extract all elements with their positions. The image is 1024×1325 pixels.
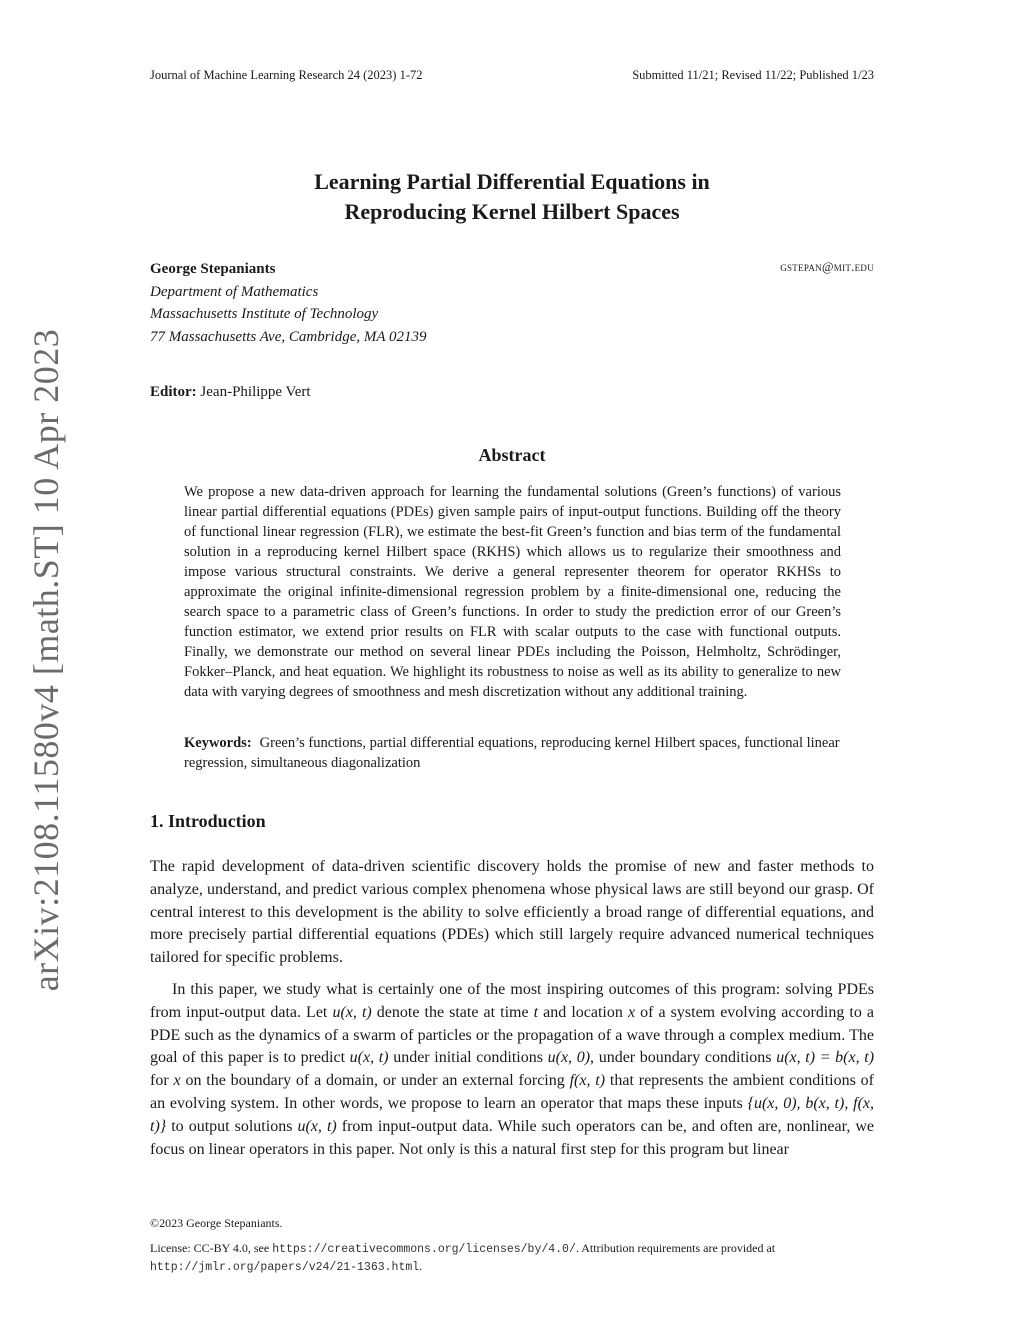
footnote-license [150,1240,874,1276]
attribution-end: . [419,1259,423,1273]
author-email[interactable]: gstepan@mit.edu [780,260,874,274]
math-inline: f(x, t) [569,1072,606,1090]
text-run: from input-output data. While such operators can be, and often are, nonlinear, we focus on linear operators in this paper. Not only is this a natural first step for this program but linear [150,1117,875,1158]
math-inline: x [173,1072,181,1090]
text-run: on the boundary of a domain, or under an external forcing [180,1072,570,1090]
math-inline: x [627,1003,636,1021]
editor-label: Editor: [150,384,197,400]
arxiv-sidebar-stamp: arXiv:2108.11580v4 [math.ST] 10 Apr 2023 [26,328,66,992]
author-name: George Stepaniants [150,261,276,277]
author-address: 77 Massachusetts Ave, Cambridge, MA 02139 [150,328,427,345]
text-run: that represents the ambient conditions of an evolving system. In other words, we propose to learn an operator that maps these inputs [150,1072,875,1112]
keywords-label: Keywords: [184,735,252,751]
license-suffix: . Attribution requirements are provided at [575,1241,776,1255]
attribution-link[interactable]: http://jmlr.org/papers/v24/21-1363.html [150,1261,420,1274]
author-department: Department of Mathematics [150,283,319,300]
math-inline: u(x, 0) [547,1049,591,1067]
author-institution: Massachusetts Institute of Technology [150,306,379,322]
abstract-text: We propose a new data-driven approach for learning the fundamental solutions (Green’s functions) of various linear partial differential equations (PDEs) given sample pairs of input-output functions. Building off the theory of functional linear regression (FLR), we estimate the best-fit Green’s function and bias term of the fundamental solution in a reproducing kernel Hilbert space (RKHS) which allows us to regularize their smoothness and impose various structural constraints. We derive a general representer theorem for operator RKHSs to approximate the original infinite-dimensional regression problem by a finite-dimensional one, reducing the search space to a parametric class of Green’s functions. In order to study the prediction error of our Green’s function estimator, we extend prior results on FLR with scalar outputs to the case with functional outputs. Finally, we demonstrate our method on several linear PDEs including the Poisson, Helmholtz, Schrödinger, Fokker–Planck, and heat equation. We highlight its robustness to noise as well as its ability to generalize to new data with varying degrees of smoothness and mesh discretization without any additional training. [184,484,841,700]
section-heading-introduction: 1. Introduction [150,811,266,831]
title-line-1: Learning Partial Differential Equations in [314,169,710,194]
intro-paragraph-1: The rapid development of data-driven scientific discovery holds the promise of new and faster methods to analyze, understand, and predict various complex phenomena whose physical laws are still beyond our grasp. Of central interest to this development is the ability to solve efficiently a broad range of differential equations, and more precisely partial differential equations (PDEs) which still largely require advanced numerical techniques tailored for specific problems. [150,858,874,967]
text-run: denote the state at time [371,1003,534,1021]
keywords-text: Green’s functions, partial differential equations, reproducing kernel Hilbert spaces, functional linear regression, simultaneous diagonalization [184,735,840,771]
math-inline: u(x, t) [349,1049,389,1067]
running-header-right: Submitted 11/21; Revised 11/22; Published 1/23 [632,68,874,82]
footnote-copyright: ©2023 George Stepaniants. [150,1216,283,1230]
text-run: , under boundary conditions [590,1049,777,1067]
editor-name: Jean-Philippe Vert [200,384,311,400]
running-header-left: Journal of Machine Learning Research 24 (2023) 1-72 [150,68,423,82]
math-inline: u(x, t) [297,1117,337,1135]
editor-line [150,384,311,401]
paper-title [150,167,874,227]
text-run: for [150,1072,174,1090]
keywords [184,733,841,773]
math-inline: {u(x, 0), b(x, t), f(x, t)} [150,1094,874,1135]
author-block [150,258,427,348]
text-run: In this paper, we study what is certainly one of the most inspiring outcomes of this program: solving PDEs from input-output data. Let [150,981,874,1021]
text-run: under initial conditions [388,1049,548,1067]
text-run: to output solutions [166,1117,298,1135]
math-inline: t [533,1003,539,1021]
text-run: and location [538,1003,628,1021]
title-line-2: Reproducing Kernel Hilbert Spaces [344,199,680,224]
license-prefix: License: CC-BY 4.0, see [150,1241,273,1255]
abstract-heading: Abstract [478,445,546,465]
intro-paragraph-2 [150,979,874,1161]
text-run: of a system evolving according to a PDE such as the dynamics of a swarm of particles or the propagation of a wave through a complex medium. The goal of this paper is to predict [150,1003,875,1067]
license-link[interactable]: https://creativecommons.org/licenses/by/4.0/ [272,1243,576,1256]
math-inline: u(x, t) [332,1003,372,1021]
math-inline: u(x, t) = b(x, t) [776,1049,875,1067]
